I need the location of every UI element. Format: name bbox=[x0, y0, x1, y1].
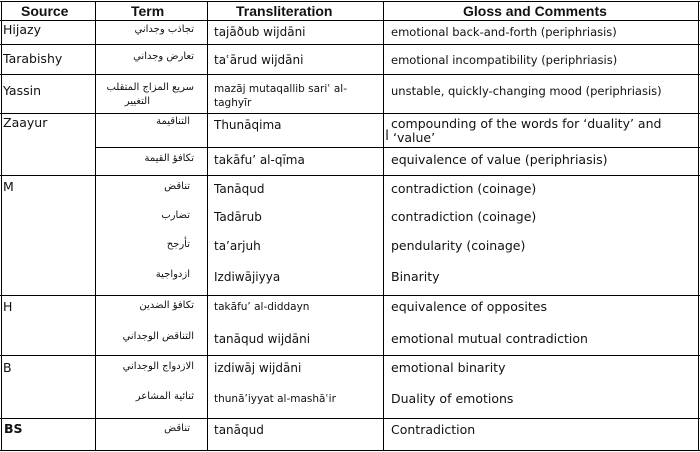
row-4-gloss: compounding of the words for ‘duality’ and bbox=[391, 116, 662, 131]
rule-row-3 bbox=[0, 113, 700, 114]
rule-row-6 bbox=[0, 295, 700, 296]
row-14-term: تناقض bbox=[164, 423, 190, 434]
row-5-gloss: equivalence of value (periphriasis) bbox=[391, 152, 608, 167]
row-11-translit: tanāqud wijdāni bbox=[214, 332, 311, 346]
row-10-translit: takāfu’ al-diddayn bbox=[214, 301, 310, 313]
row-8-gloss: pendularity (coinage) bbox=[391, 238, 526, 253]
row-2-translit: taʿārud wijdāni bbox=[214, 53, 304, 67]
row-2-gloss: emotional incompatibility (periphriasis) bbox=[391, 53, 618, 67]
row-2-term: تعارض وجداني bbox=[133, 51, 194, 62]
row-3-gloss: unstable, quickly-changing mood (periphriasis) bbox=[391, 84, 662, 98]
row-12-source: B bbox=[3, 360, 12, 375]
row-6-gloss: contradiction (coinage) bbox=[391, 181, 537, 196]
row-7-gloss: contradiction (coinage) bbox=[391, 209, 537, 224]
row-13-term: ثنائية المشاعر bbox=[135, 391, 194, 402]
row-6-term: تناقض bbox=[164, 181, 190, 192]
row-14-translit: tanāqud bbox=[214, 423, 264, 437]
row-8-translit: ta’arjuh bbox=[214, 239, 261, 253]
row-3-term: سريع المزاج المتقلب bbox=[106, 82, 194, 93]
row-11-gloss: emotional mutual contradiction bbox=[391, 331, 588, 346]
row-5-term: تكافؤ القيمة bbox=[144, 153, 194, 164]
row-12-translit: izdiwāj wijdāni bbox=[214, 361, 302, 375]
row-4-gloss-line2: ‘value’ bbox=[393, 130, 436, 145]
rule-row-7 bbox=[0, 355, 700, 356]
row-13-translit: thunā’iyyat al-mashāʿir bbox=[214, 393, 336, 405]
row-3-translit: mazāj mutaqallib sariʿ al- bbox=[214, 83, 347, 95]
row-7-translit: Tadārub bbox=[214, 210, 262, 224]
rule-header bbox=[0, 20, 700, 21]
row-1-term: تجاذب وجداني bbox=[134, 24, 194, 35]
header-gloss: Gloss and Comments bbox=[463, 3, 607, 19]
row-12-term: الازدواج الوجداني bbox=[122, 361, 194, 372]
row-9-term: ازدواجية bbox=[155, 269, 190, 280]
rule-row-1 bbox=[0, 44, 700, 45]
row-7-term: تضارب bbox=[161, 210, 190, 221]
row-14-source: BS bbox=[4, 421, 23, 436]
header-term: Term bbox=[131, 3, 165, 19]
rule-col-3 bbox=[383, 1, 384, 451]
row-6-translit: Tanāqud bbox=[214, 182, 265, 196]
rule-row-2 bbox=[0, 74, 700, 75]
row-14-gloss: Contradiction bbox=[391, 422, 476, 437]
row-3-source: Yassin bbox=[3, 83, 41, 98]
row-4-term: التناقيمة bbox=[156, 116, 190, 127]
row-6-source: M bbox=[3, 179, 14, 194]
rule-row-5 bbox=[0, 175, 700, 176]
rule-bottom bbox=[0, 450, 700, 451]
rule-col-2 bbox=[207, 1, 208, 451]
row-4-translit: Thunāqima bbox=[214, 118, 282, 132]
rule-col-1 bbox=[95, 1, 96, 451]
row-3-translit-line2: taghyīr bbox=[214, 97, 252, 109]
row-10-term: تكافؤ الضدين bbox=[139, 300, 194, 311]
rule-row-8 bbox=[0, 418, 700, 419]
rule-row-4 bbox=[95, 147, 700, 148]
row-9-gloss: Binarity bbox=[391, 269, 440, 284]
text-cursor-icon: I bbox=[385, 128, 390, 144]
row-9-translit: Izdiwājiyya bbox=[214, 270, 281, 284]
row-11-term: التناقض الوجداني bbox=[122, 331, 194, 342]
rule-right bbox=[698, 1, 699, 451]
row-10-gloss: equivalence of opposites bbox=[391, 299, 547, 314]
row-8-term: تأرجح bbox=[166, 239, 190, 250]
row-1-translit: tajāðub wijdāni bbox=[214, 25, 306, 39]
row-1-gloss: emotional back-and-forth (periphriasis) bbox=[391, 25, 617, 39]
row-13-gloss: Duality of emotions bbox=[391, 391, 514, 406]
header-source: Source bbox=[21, 3, 69, 19]
header-transliteration: Transliteration bbox=[236, 3, 333, 19]
row-4-source: Zaayur bbox=[3, 115, 48, 130]
row-1-source: Hijazy bbox=[3, 22, 41, 37]
rule-left bbox=[1, 1, 2, 451]
row-5-translit: takāfu’ al-qīma bbox=[214, 153, 305, 167]
row-12-gloss: emotional binarity bbox=[391, 360, 506, 375]
row-2-source: Tarabishy bbox=[3, 51, 63, 66]
rule-top bbox=[0, 1, 700, 2]
row-3-term-line2: التغيير bbox=[124, 96, 150, 107]
row-10-source: H bbox=[3, 299, 13, 314]
